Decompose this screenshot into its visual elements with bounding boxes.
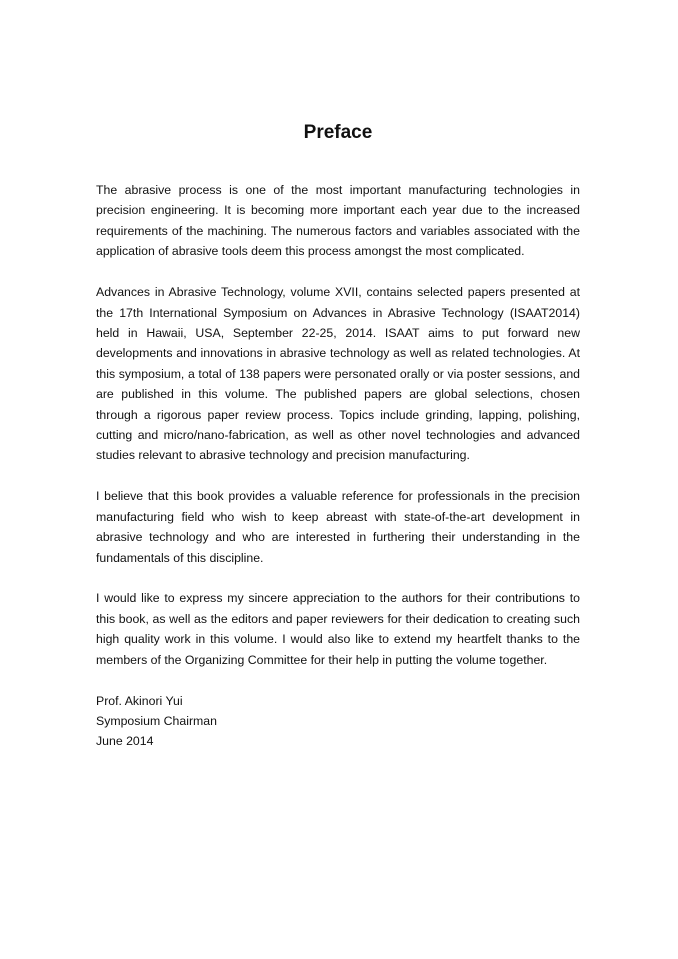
paragraph-2: Advances in Abrasive Technology, volume XVII, contains selected papers presented at the 17th International Symposium on Advances in Abrasive Technology (ISAAT2014) held in Hawaii, USA, September 22-25, 2014. ISAAT aims to put forward new developments and innovations in abrasive technology as well as related technologies. At this symposium, a total of 138 papers were personated orally or via poster sessions, and are published in this volume. The published papers are global selections, chosen through a rigorous paper review process. Topics include grinding, lapping, polishing, cutting and micro/nano-fabrication, as well as other novel technologies and advanced studies relevant to abrasive technology and precision manufacturing. [96,285,580,463]
preface-page [96,120,580,752]
signature-name: Prof. Akinori Yui [96,693,183,708]
signature-date: June 2014 [96,734,154,749]
page-title: Preface [303,122,373,143]
signature-role: Symposium Chairman [96,713,217,728]
signature-block [96,691,580,752]
paragraph-1: The abrasive process is one of the most important manufacturing technologies in precision engineering. It is becoming more important each year due to the increased requirements of the machining. The numerous factors and variables associated with the application of abrasive tools deem this process amongst the most complicated. [96,183,580,259]
paragraph-4: I would like to express my sincere appreciation to the authors for their contributions to this book, as well as the editors and paper reviewers for their dedication to creating such high quality work in this volume. I would also like to extend my heartfelt thanks to the members of the Organizing Committee for their help in putting the volume together. [96,591,580,667]
paragraph-3: I believe that this book provides a valuable reference for professionals in the precision manufacturing field who wish to keep abreast with state-of-the-art development in abrasive technology and who are interested in furthering their understanding in the fundamentals of this discipline. [96,489,580,565]
